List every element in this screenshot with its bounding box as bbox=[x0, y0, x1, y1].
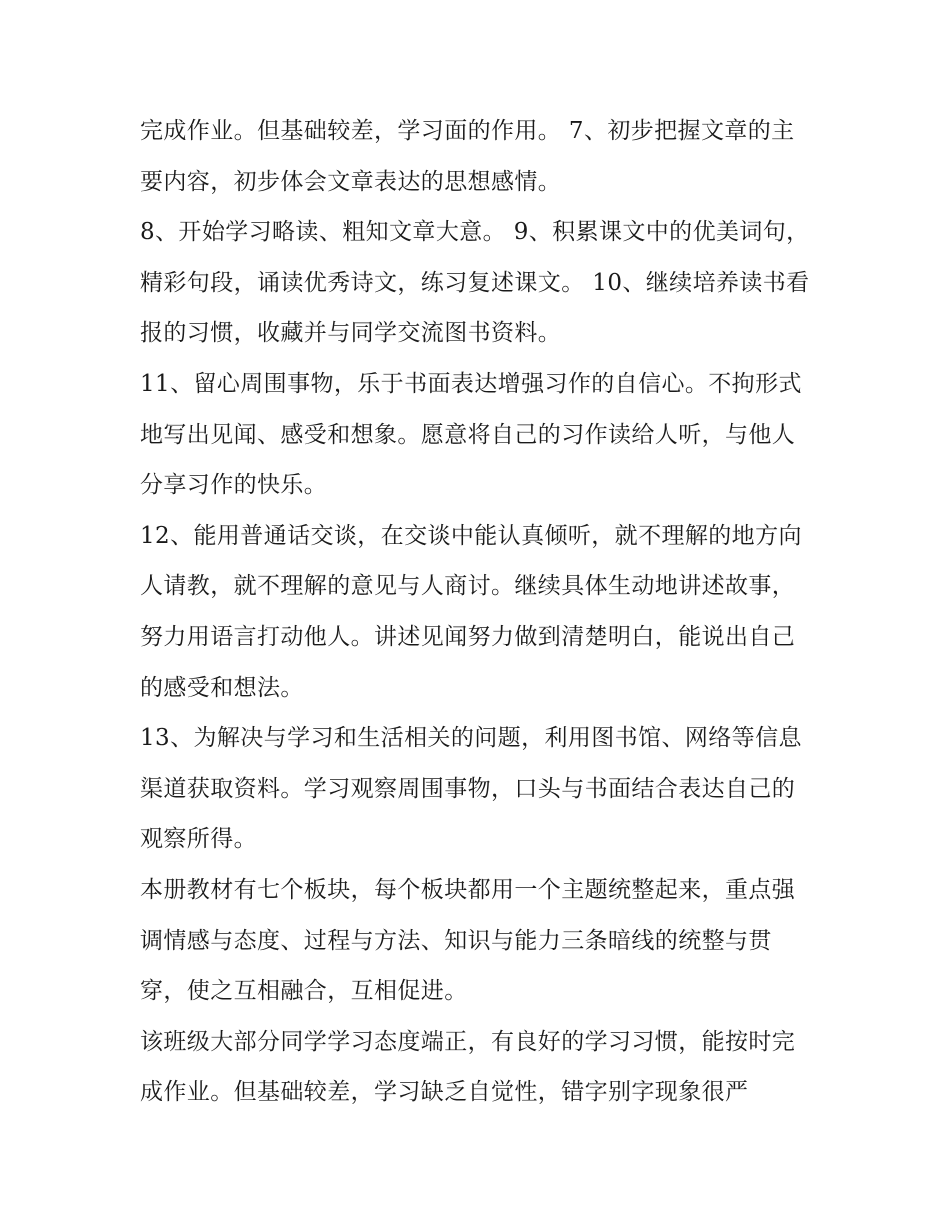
paragraph-6: 本册教材有七个板块，每个板块都用一个主题统整起来，重点强调情感与态度、过程与方法、知识与能力三条暗线的统整与贯穿，使之互相融合，互相促进。 bbox=[140, 876, 796, 1005]
paragraph-1: 完成作业。但基础较差，学习面的作用。 7、初步把握文章的主要内容，初步体会文章表达的思想感情。 bbox=[140, 118, 795, 195]
paragraph-7: 该班级大部分同学学习态度端正，有良好的学习习惯，能按时完成作业。但基础较差，学习缺乏自觉性，错字别字现象很严 bbox=[140, 1028, 796, 1106]
paragraph-4: 12、能用普通话交谈，在交谈中能认真倾听，就不理解的地方向人请教，就不理解的意见与人商讨。继续具体生动地讲述故事，努力用语言打动他人。讲述见闻努力做到清楚明白，能说出自己的感受和想法。 bbox=[140, 522, 802, 701]
paragraph-2: 8、开始学习略读、粗知文章大意。 9、积累课文中的优美词句，精彩句段，诵读优秀诗文，练习复述课文。 10、继续培养读书看报的习惯，收藏并与同学交流图书资料。 bbox=[140, 219, 810, 347]
paragraph-5: 13、为解决与学习和生活相关的问题，利用图书馆、网络等信息渠道获取资料。学习观察周围事物，口头与书面结合表达自己的观察所得。 bbox=[140, 725, 802, 853]
paragraph-3: 11、留心周围事物，乐于书面表达增强习作的自信心。不拘形式地写出见闻、感受和想象。愿意将自己的习作读给人听，与他人分享习作的快乐。 bbox=[140, 370, 802, 499]
document-body bbox=[140, 106, 815, 1118]
